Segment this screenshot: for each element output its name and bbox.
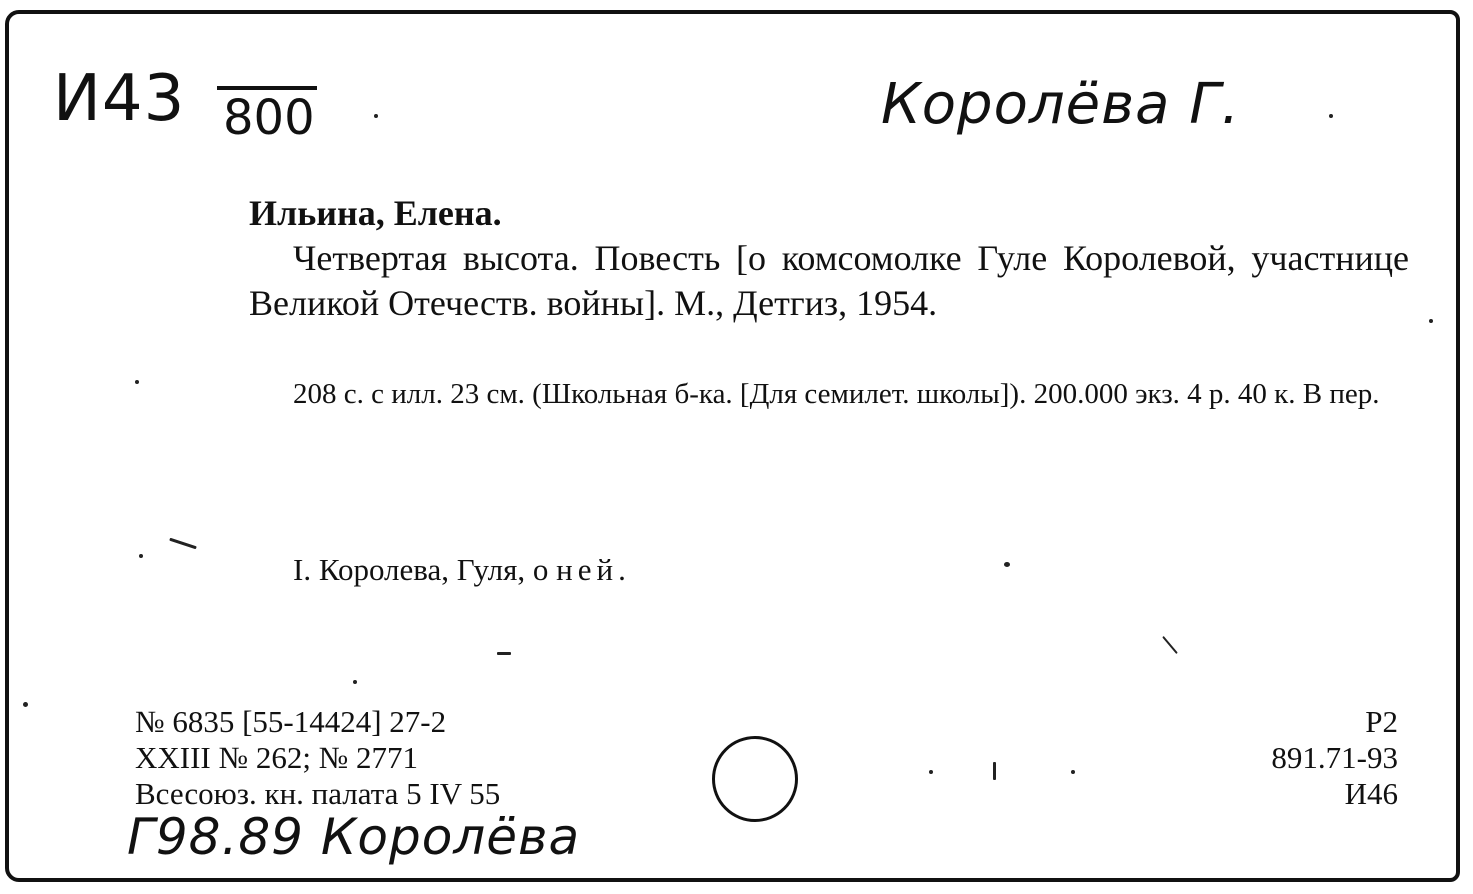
scan-speck [169, 538, 197, 550]
classification-line: 891.71-93 [1271, 740, 1398, 775]
handwritten-bottom-note: Г98.89 Королёва [127, 808, 581, 866]
scan-speck [135, 380, 139, 384]
imprint-line: № 6835 [55-14424] 27-2 [135, 704, 447, 739]
subject-entry-text: I. Королева, Гуля, о [293, 552, 549, 587]
classification-line: Р2 [1365, 704, 1398, 739]
scan-speck [929, 770, 933, 774]
physical-description: 208 с. с илл. 23 см. (Школьная б-ка. [Для семилет. школы]). 200.000 экз. 4 р. 40 к. В пер. [293, 378, 1380, 410]
scan-speck [1429, 319, 1433, 323]
subject-entry [293, 552, 631, 588]
scan-speck [1004, 562, 1010, 567]
handwritten-heading: Королёва Г. [881, 72, 1241, 137]
imprint-line: XXIII № 262; № 2771 [135, 740, 419, 775]
punch-hole-circle [712, 736, 798, 822]
shelf-mark-denominator: 800 [217, 86, 317, 142]
classification-block [1271, 704, 1398, 812]
title-statement: Четвертая высота. Повесть [о комсомолке Гуле Королевой, участнице Великой Отечеств. войны]. М., Детгиз, 1954. [249, 238, 1409, 323]
classification-line: И46 [1344, 776, 1398, 811]
scan-speck [23, 702, 28, 707]
scan-speck [353, 680, 357, 684]
scan-speck [1071, 770, 1075, 774]
scan-speck [139, 554, 143, 558]
scan-speck [993, 762, 996, 780]
imprint-line: Всесоюз. кн. палата 5 IV 55 [135, 776, 501, 811]
author-heading: Ильина, Елена. [249, 193, 502, 233]
scan-speck [1162, 636, 1178, 654]
subject-entry-spaced-word: ней. [556, 552, 631, 587]
imprint-left-block [135, 704, 500, 812]
scan-speck [374, 114, 378, 118]
shelf-mark-code: И43 [53, 62, 186, 136]
scan-speck [1329, 114, 1333, 118]
catalog-card [5, 10, 1460, 882]
scan-speck [497, 652, 511, 655]
